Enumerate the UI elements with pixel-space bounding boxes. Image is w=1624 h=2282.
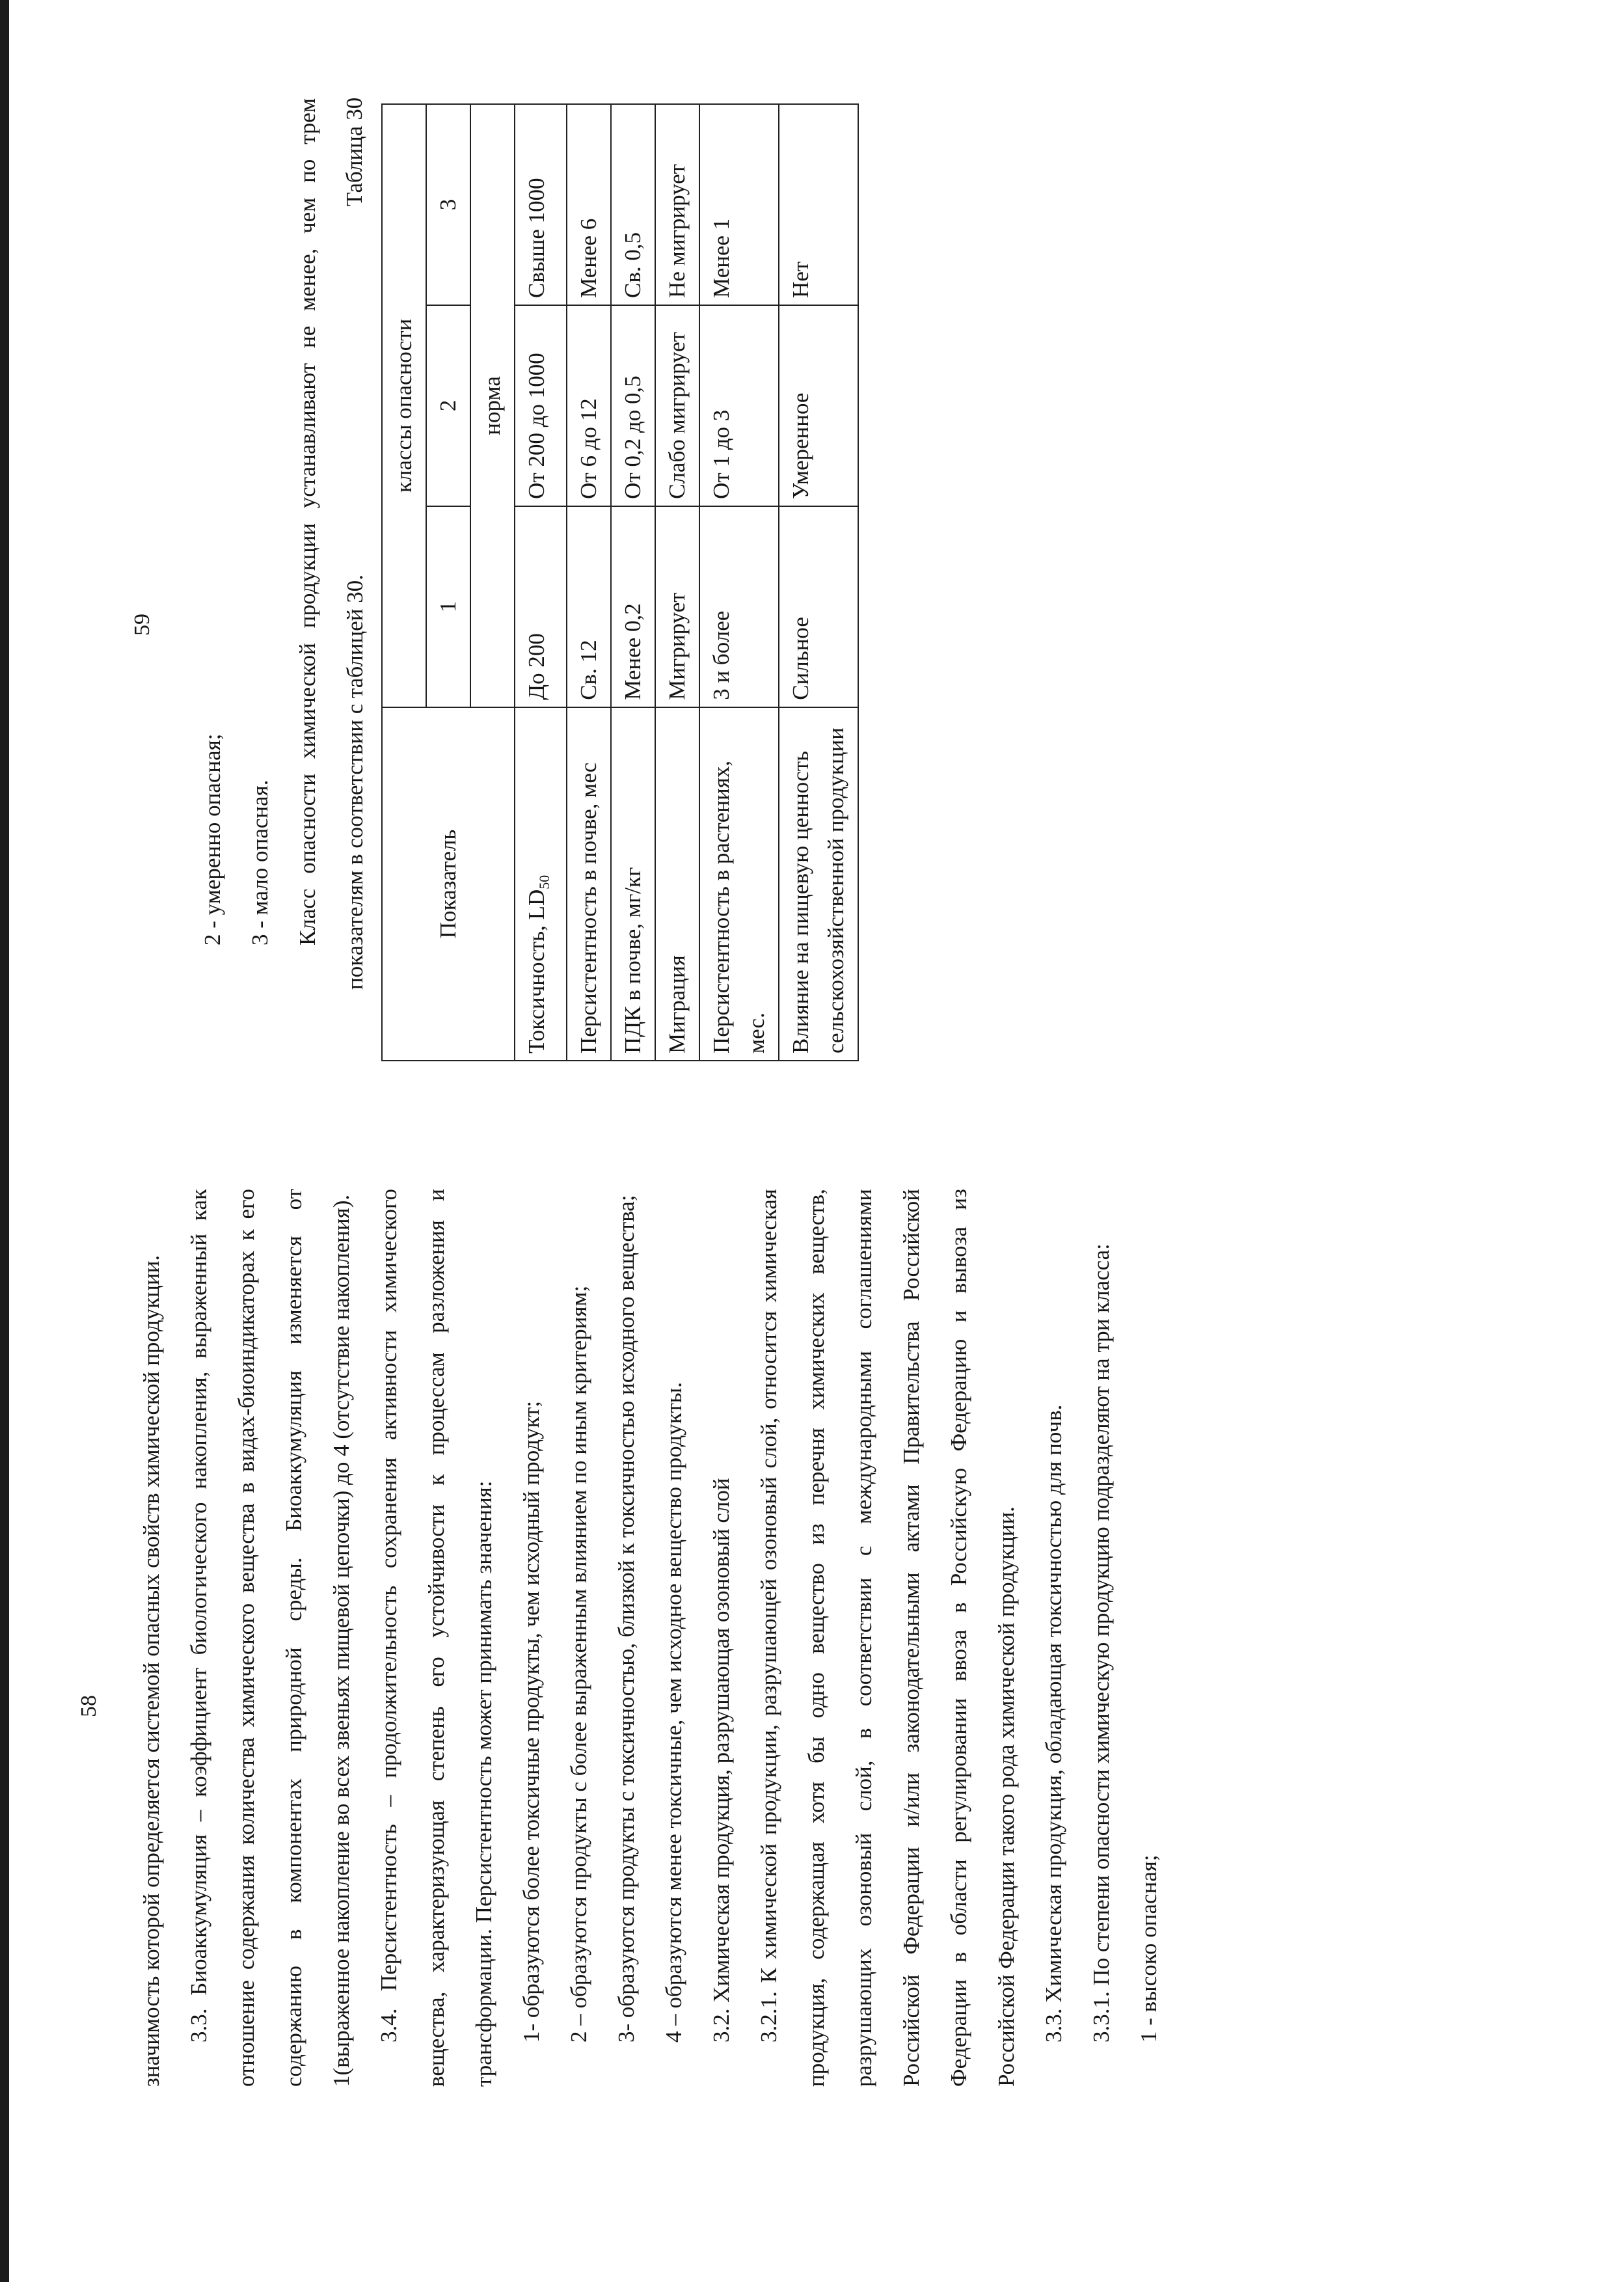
class-1-value: Св. 12 [567, 506, 611, 707]
class-3-value: Менее 1 [699, 104, 779, 305]
paragraph: 3.2. Химическая продукция, разрушающая озоновый слой [709, 1478, 734, 2043]
paragraph: 4 – образуются менее токсичные, чем исходное вещество продукты. [661, 1381, 686, 2043]
class-3-value: Свыше 1000 [515, 104, 567, 305]
indicator-cell [699, 707, 779, 1061]
indicator-label: ПДК в почве, мг/кг [620, 867, 645, 1053]
indicator-label: Миграция [664, 955, 690, 1053]
indicator-subscript: 50 [536, 875, 552, 890]
paragraph: 2 - умеренно опасная; [200, 733, 225, 945]
indicator-label: Влияние на пищевую ценность сельскохозяйственной продукции [788, 727, 848, 1053]
class-3-value: Не мигрирует [655, 104, 699, 305]
table-row [515, 104, 567, 1061]
right-page-text [189, 98, 379, 990]
paragraph: значимость которой определяется системой опасных свойств химической продукции. [139, 1255, 164, 2087]
class-2-value: Слабо мигрирует [655, 305, 699, 506]
table-caption: Таблица 30 [342, 97, 367, 206]
class-2-value: От 0,2 до 0,5 [611, 305, 655, 506]
table-row [779, 104, 858, 1061]
class-1-value: Менее 0,2 [611, 506, 655, 707]
paragraph: 3.4. Персистентность – продолжительность сохранения активности химического вещества, характеризующая степень его устойчивости к процессам разложения и трансформации. Персистентность может принимать значения: [376, 1189, 496, 2087]
indicator-cell [611, 707, 655, 1061]
page-number-left: 58 [77, 1695, 101, 1717]
class-number-2: 2 [426, 305, 470, 506]
page-number-right: 59 [130, 614, 154, 636]
paragraph: 3.3. Биоаккумуляция – коэффициент биологического накопления, выраженный как отношение содержания количества химического вещества в видах-биоиндикаторах к его содержанию в компонентах природной среды. Биоаккумуляция изменяется от 1(выраженное накопление во всех звеньях пищевой цепочки) до 4 (отсутствие накопления). [186, 1189, 354, 2087]
indicator-label: Персистентность в растениях, мес. [709, 760, 769, 1053]
table-row [567, 104, 611, 1061]
indicator-label: Токсичность, LD [524, 889, 549, 1053]
paragraph: 1 - высоко опасная; [1136, 1854, 1161, 2043]
indicator-cell [655, 707, 699, 1061]
class-3-value: Менее 6 [567, 104, 611, 305]
table-row [699, 104, 779, 1061]
left-page-text [128, 1189, 1172, 2087]
table-row [611, 104, 655, 1061]
paragraph: 3.2.1. К химической продукции, разрушающей озоновый слой, относится химическая продукция, содержащая хотя бы одно вещество из перечня химических веществ, разрушающих озоновый слой, в соответствии с международными соглашениями Российской Федерации и/или законодательными актами Правительства Российской Федерации в области регулировании ввоза в Российскую Федерацию и вывоза из Российской Федерации такого рода химической продукции. [756, 1189, 1019, 2087]
paragraph: 3.3. Химическая продукция, обладающая токсичностью для почв. [1041, 1404, 1066, 2043]
paragraph: 1- образуются более токсичные продукты, чем исходный продукт; [519, 1400, 544, 2043]
table-header-row [382, 104, 426, 1061]
header-indicator: Показатель [382, 707, 515, 1061]
class-3-value: Св. 0,5 [611, 104, 655, 305]
table-row [655, 104, 699, 1061]
hazard-class-table [381, 103, 859, 1061]
header-hazard-classes: классы опасности [382, 104, 426, 707]
paragraph: 2 – образуются продукты с более выраженным влиянием по иным критериям; [566, 1285, 591, 2043]
table-body [515, 104, 858, 1061]
indicator-cell [515, 707, 567, 1061]
indicator-cell [779, 707, 858, 1061]
indicator-cell [567, 707, 611, 1061]
class-2-value: Умеренное [779, 305, 858, 506]
class-1-value: Мигрирует [655, 506, 699, 707]
class-1-value: Сильное [779, 506, 858, 707]
class-2-value: От 200 до 1000 [515, 305, 567, 506]
class-2-value: От 1 до 3 [699, 305, 779, 506]
class-number-1: 1 [426, 506, 470, 707]
class-2-value: От 6 до 12 [567, 305, 611, 506]
class-3-value: Нет [779, 104, 858, 305]
paragraph: Класс опасности химической продукции устанавливают не менее, чем по трем показателям в соответствии с таблицей 30. [295, 98, 368, 990]
header-norm: норма [470, 104, 515, 707]
paragraph: 3- образуются продукты с токсичностью, близкой к токсичностью исходного вещества; [614, 1195, 639, 2043]
class-1-value: 3 и более [699, 506, 779, 707]
class-1-value: До 200 [515, 506, 567, 707]
paragraph: 3 - мало опасная. [247, 780, 273, 945]
class-number-3: 3 [426, 104, 470, 305]
paragraph: 3.3.1. По степени опасности химическую продукцию подразделяют на три класса: [1089, 1243, 1114, 2043]
indicator-label: Персистентность в почве, мес [576, 762, 601, 1053]
